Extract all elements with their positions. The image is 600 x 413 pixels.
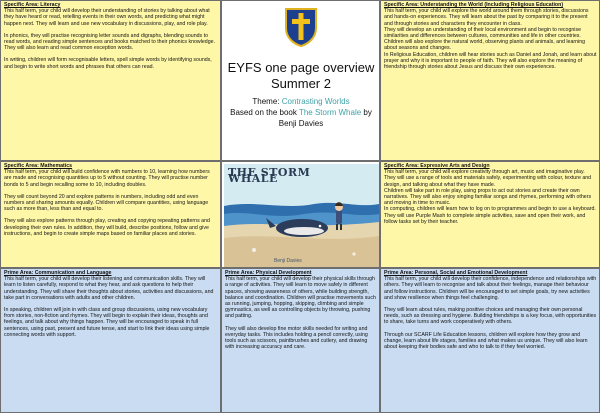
maths-paragraph-2: They will count beyond 20 and explore patterns in numbers, including odd and even numbers and sharing amounts equally. Children will compare quantities, using language such as more than, less than and equal to.	[4, 193, 209, 213]
world-paragraph-2: They will develop an understanding of their local environment and begin to recognise similarities and differences between cultures, communities and life in other countries. Children will also explore the natural world, observing plants and animals, and learning about seasons and changes.	[384, 26, 586, 52]
overview-author: Benji Davies	[278, 119, 324, 129]
arts-paragraph-1: This half term, your child will explore creativity through art, music and imaginative play. They will use a range of tools and materials safely, experimenting with colour, texture and design, and talking about what they have made.	[384, 169, 592, 188]
comm-paragraph-1: This half term, your child will develop their listening and communication skills. They will learn to listen carefully, respond to what they hear, and ask questions to help their understanding. They will share their thoughts about stories, activities and discussions, and take part in conversations with adults and other children.	[4, 276, 214, 301]
school-cross-logo-icon	[284, 6, 318, 47]
comm-paragraph-2: In speaking, children will join in with class and group discussions, using new vocabulary from stories, non-fiction and rhymes. They will begin to explain their ideas, thoughts and feelings, and talk about why things happen. They will be encouraged to speak in full sentences, using past, present and future tense, and start to link their ideas using simple connecting words with support.	[4, 307, 210, 338]
maths-paragraph-3: They will also explore patterns through play, creating and copying repeating patterns and developing their own rules. In addition, they will build, describe positions, follow and give instructions, and begin to create simple maps based on familiar places and stories.	[4, 218, 210, 237]
maths-heading: Specific Area: Mathematics	[4, 163, 73, 169]
phys-paragraph-1: This half term, your child will develop their physical skills through a range of activities. They will learn to move safely in different spaces, showing awareness of others, while building strength, balance and coordination. Children will practise movements such as running, jumping, hopping, skipping, climbing and simple gymnastics, as well as controlling objects by throwing, pushing and patting.	[225, 276, 376, 320]
overview-title: EYFS one page overview	[227, 60, 375, 76]
mathematics-panel	[0, 161, 221, 268]
storm-whale-book-cover	[224, 164, 379, 267]
overview-theme-line	[225, 97, 377, 107]
psed-heading: Prime Area: Personal, Social and Emotional Development	[384, 270, 528, 276]
theme-name: Contrasting Worlds	[281, 97, 350, 107]
book-title: The Storm Whale	[298, 108, 362, 118]
expressive-arts-panel	[380, 161, 600, 268]
psed-paragraph-2: They will learn about rules, making positive choices and managing their own personal needs, such as dressing and hygiene. Building friendships is a key focus, with opportunities to share, take turns and work cooperatively with others.	[384, 307, 597, 326]
literacy-paragraph-2: In phonics, they will practise recognising letter sounds and digraphs, blending sounds to read words, and reading simple sentences and books matched to their phonics knowledge. They will also learn and read common exception words.	[4, 32, 216, 52]
overview-term: Summer 2	[271, 76, 331, 92]
book-prefix: Based on the book	[230, 108, 299, 118]
literacy-paragraph-3: In writing, children will form recognisable letters, spell simple words by identifying sounds, and begin to write short words and phrases that others can read.	[4, 57, 212, 70]
psed-panel	[380, 268, 600, 413]
psed-paragraph-1: This half term, your child will develop their confidence, independence and relationships with others. They will learn to recognise and talk about their feelings, manage their behaviour and follow instructions. Children will be encouraged to set simple goals, try new activities and show resilience when things feel challenging.	[384, 276, 597, 301]
world-heading: Specific Area: Understanding the World (Including Religious Education)	[384, 2, 564, 8]
overview-book-line	[225, 108, 377, 118]
book-cover-panel	[221, 161, 380, 268]
cover-author: Benji Davies	[274, 258, 302, 264]
world-paragraph-3: In Religious Education, children will hear stories such as Daniel and Jonah, and learn about prayer and why it is important to people of faith. They will also explore the meaning of friendship through stories about Jesus and discuss their own experiences.	[384, 51, 597, 71]
communication-language-panel	[0, 268, 221, 413]
literacy-panel	[0, 0, 221, 161]
physical-development-panel	[221, 268, 380, 413]
understanding-world-panel	[380, 0, 600, 161]
literacy-paragraph-1: This half term, your child will develop their understanding of stories by talking about what they have heard or read, retelling events in their own words, and predicting what might happen next. They will learn and use new vocabulary in discussions, play, and role play.	[4, 8, 210, 27]
overview-title-panel	[221, 0, 380, 161]
arts-paragraph-3: In computing, children will learn how to log on to programmes and begin to use a keyboard. They will use Purple Mash to complete simple activities, save and open their work, and follow tasks set by their teacher.	[384, 206, 596, 225]
theme-prefix: Theme:	[252, 97, 282, 107]
world-paragraph-1: This half term, your child will explore the world around them through stories, discussions and hands-on experiences. They will learn about the past by comparing it to the present and through stories and characters they encounter in class.	[384, 8, 589, 27]
arts-paragraph-2: Children will take part in role play, using props to act out stories and create their own narratives. They will also enjoy singing familiar songs and rhymes, performing with others and moving in time to music.	[384, 187, 592, 207]
psed-paragraph-3: Through our SCARF Life Education lessons, children will explore how they grow and change, learn about life stages, families and what makes us unique. They will also learn about keeping their bodies safe and who to talk to if they feel worried.	[384, 331, 588, 351]
maths-paragraph-1: This half term, your child will build confidence with numbers to 10, learning how numbers are made and recognising quantities up to 5 without counting. They will practise number bonds to 5 and begin recalling some to 10, including doubles.	[4, 169, 210, 188]
comm-heading: Prime Area: Communication and Language	[4, 270, 112, 276]
arts-heading: Specific Area: Expressive Arts and Design	[384, 163, 490, 169]
cover-title: THE STORM WHALE	[228, 166, 311, 186]
phys-paragraph-2: They will also develop fine motor skills needed for writing and everyday tasks. This includes holding a pencil correctly, using tools such as scissors, paintbrushes and cutlery, and drawing with increasing accuracy and care.	[225, 325, 368, 351]
literacy-heading: Specific Area: Literacy	[4, 2, 61, 8]
book-suffix: by	[361, 108, 372, 118]
phys-heading: Prime Area: Physical Development	[225, 270, 312, 276]
